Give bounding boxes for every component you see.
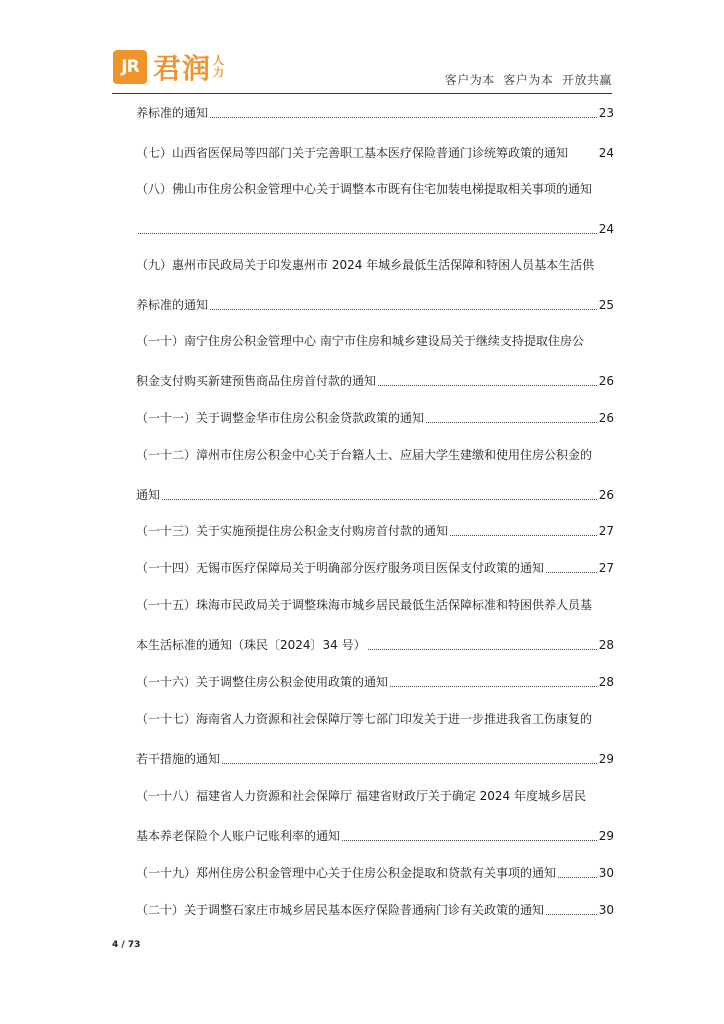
toc-entry-title: 若干措施的通知 (136, 752, 221, 766)
logo-mark: JR (113, 50, 147, 84)
toc-entry-page: 27 (598, 561, 614, 575)
toc-entry-title: （一十）南宁住房公积金管理中心 南宁市住房和城乡建设局关于继续支持提取住房公 (136, 334, 584, 348)
toc-entry-page: 29 (598, 752, 614, 766)
toc-entry[interactable] (136, 863, 614, 883)
toc-entry-title: （一十八）福建省人力资源和社会保障厅 福建省财政厅关于确定 2024 年度城乡居民 (136, 789, 586, 803)
toc-entry-title: （八）佛山市住房公积金管理中心关于调整本市既有住宅加装电梯提取相关事项的通知 (136, 182, 593, 196)
logo-sub-2: 力 (213, 66, 225, 79)
toc-entry-title: 通知 (136, 488, 161, 502)
toc-entry-page: 25 (598, 298, 614, 312)
toc-entry[interactable] (136, 709, 614, 729)
toc-entry-page: 24 (598, 222, 614, 236)
toc-entry[interactable] (136, 826, 614, 846)
page-header (0, 0, 724, 95)
toc-entry[interactable] (136, 786, 614, 806)
toc-leader-dots (368, 635, 597, 650)
toc-entry[interactable] (136, 900, 614, 920)
header-divider (112, 93, 612, 94)
toc-entry-page: 27 (598, 524, 614, 538)
toc-entry-page: 24 (598, 146, 614, 160)
toc-entry-page: 28 (598, 638, 614, 652)
toc-entry-page: 29 (598, 829, 614, 843)
page-number: 4 / 73 (112, 940, 141, 950)
toc-entry[interactable] (136, 672, 614, 692)
toc-entry-page: 26 (598, 411, 614, 425)
logo-sub-1: 人 (213, 54, 225, 67)
toc-entry-title: 基本养老保险个人账户记账利率的通知 (136, 829, 341, 843)
toc-entry-title: （七）山西省医保局等四部门关于完善职工基本医疗保险普通门诊统筹政策的通知 (136, 146, 569, 160)
toc-entry-title: （九）惠州市民政局关于印发惠州市 2024 年城乡最低生活保障和特困人员基本生活供 (136, 258, 595, 272)
toc-leader-dots (210, 103, 597, 118)
logo-subtext (213, 55, 224, 79)
toc-entry[interactable] (136, 521, 614, 541)
toc-entry-page: 30 (598, 903, 614, 917)
toc-entry-title: （一十一）关于调整金华市住房公积金贷款政策的通知 (136, 411, 425, 425)
toc-entry-page: 26 (598, 374, 614, 388)
header-slogan: 客户为本 客户为本 开放共赢 (444, 73, 612, 87)
toc-entry[interactable] (136, 408, 614, 428)
toc-entry-page: 23 (598, 106, 614, 120)
toc-entry-title: 本生活标准的通知（珠民〔2024〕34 号） (136, 638, 366, 652)
toc-entry[interactable] (136, 179, 614, 199)
toc-entry-title: 养标准的通知 (136, 298, 209, 312)
toc-entry-page: 28 (598, 675, 614, 689)
toc-entry[interactable] (136, 558, 614, 578)
toc-leader-dots (342, 826, 597, 841)
toc-entry-title: （一十九）郑州住房公积金管理中心关于住房公积金提取和贷款有关事项的通知 (136, 866, 557, 880)
toc-leader-dots (378, 371, 597, 386)
toc-leader-dots (546, 558, 597, 573)
toc-entry[interactable] (136, 445, 614, 465)
toc-entry[interactable] (136, 295, 614, 315)
company-logo (113, 49, 224, 85)
toc-entry-title: （一十六）关于调整住房公积金使用政策的通知 (136, 675, 389, 689)
toc-leader-dots (210, 295, 597, 310)
toc-entry[interactable] (136, 143, 614, 163)
toc-entry[interactable] (136, 255, 614, 275)
toc-entry-title: 养标准的通知 (136, 106, 209, 120)
toc-entry-page: 26 (598, 488, 614, 502)
toc-entry[interactable] (136, 749, 614, 769)
toc-entry-title: （一十七）海南省人力资源和社会保障厅等七部门印发关于进一步推进我省工伤康复的 (136, 712, 593, 726)
toc-entry-title: （一十四）无锡市医疗保障局关于明确部分医疗服务项目医保支付政策的通知 (136, 561, 545, 575)
toc-leader-dots (138, 219, 597, 234)
toc-leader-dots (558, 863, 597, 878)
toc-entry-title: （一十二）漳州市住房公积金中心关于台籍人士、应届大学生建缴和使用住房公积金的 (136, 448, 593, 462)
toc-leader-dots (546, 900, 597, 915)
toc-entry-title: （二十）关于调整石家庄市城乡居民基本医疗保险普通病门诊有关政策的通知 (136, 903, 545, 917)
toc-entry[interactable] (136, 595, 614, 615)
toc-leader-dots (426, 408, 597, 423)
toc-entry[interactable] (136, 371, 614, 391)
toc-entry[interactable] (136, 485, 614, 505)
toc-leader-dots (450, 521, 597, 536)
toc-entry[interactable] (136, 219, 614, 239)
toc-entry[interactable] (136, 331, 614, 351)
toc-entry-title: 积金支付购买新建预售商品住房首付款的通知 (136, 374, 377, 388)
toc-entry-title: （一十五）珠海市民政局关于调整珠海市城乡居民最低生活保障标准和特困供养人员基 (136, 598, 593, 612)
toc-leader-dots (222, 749, 597, 764)
toc-entry-title: （一十三）关于实施预提住房公积金支付购房首付款的通知 (136, 524, 449, 538)
toc-entry[interactable] (136, 103, 614, 123)
toc-entry[interactable] (136, 635, 614, 655)
toc-leader-dots (162, 485, 597, 500)
toc-entry-page: 30 (598, 866, 614, 880)
logo-text: 君润 (153, 52, 212, 85)
toc-leader-dots (390, 672, 597, 687)
